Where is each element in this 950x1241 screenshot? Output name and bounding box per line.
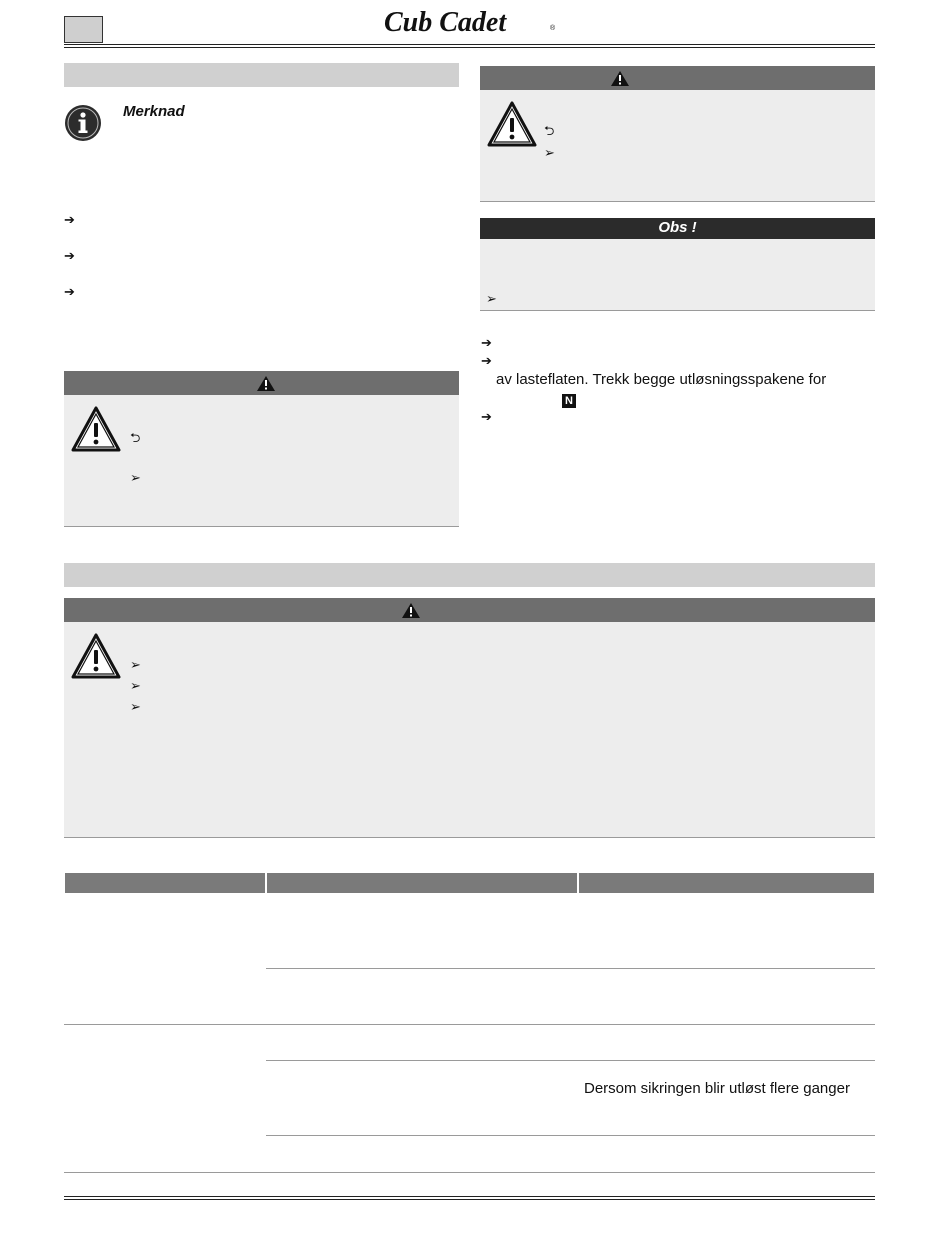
- obs-header: [480, 218, 875, 239]
- troubleshooting-table-header: [64, 873, 875, 893]
- table-row-divider: [266, 968, 875, 969]
- header-rule-bottom: [64, 47, 875, 48]
- warning-small-icon: [610, 70, 630, 87]
- body-text-line: av lasteflaten. Trekk begge utløsningsspakene for: [496, 371, 827, 388]
- circle-arrow-icon: ⮌: [130, 430, 141, 445]
- left-section-heading-bar: [64, 63, 459, 87]
- warning-triangle-icon: [70, 632, 122, 680]
- left-warning-header: [64, 371, 459, 395]
- full-warning-panel: [64, 622, 875, 838]
- arrow-right-icon: ➔: [481, 353, 492, 368]
- section-heading-bar: [64, 563, 875, 587]
- info-icon: [64, 104, 102, 142]
- right-warning-panel: [480, 90, 875, 202]
- arrow-right-icon: ➔: [64, 248, 75, 263]
- header-rule-top: [64, 44, 875, 45]
- table-cell-text: Dersom sikringen blir utløst flere ganger: [584, 1080, 850, 1097]
- obs-panel: [480, 239, 875, 311]
- svg-text:Cub Cadet: Cub Cadet: [384, 7, 507, 38]
- arrow-right-icon: ➔: [64, 284, 75, 299]
- table-header-cell: [579, 873, 874, 893]
- pointer-arrow-icon: ➢: [130, 699, 141, 714]
- svg-text:®: ®: [550, 25, 556, 32]
- pointer-arrow-icon: ➢: [544, 145, 555, 160]
- right-warning-header: [480, 66, 875, 90]
- table-row-divider: [266, 1135, 875, 1136]
- table-row-divider: [64, 1024, 875, 1025]
- arrow-right-icon: ➔: [64, 212, 75, 227]
- pointer-arrow-icon: ➢: [130, 657, 141, 672]
- pointer-arrow-icon: ➢: [130, 470, 141, 485]
- n-badge-label: N: [562, 394, 576, 408]
- left-warning-panel: [64, 395, 459, 527]
- obs-label: Obs !: [658, 219, 697, 236]
- arrow-right-icon: ➔: [481, 409, 492, 424]
- pointer-arrow-icon: ➢: [130, 678, 141, 693]
- note-label: Merknad: [123, 103, 185, 120]
- page-number-box: [64, 16, 103, 43]
- footer-rule-bottom: [64, 1199, 875, 1200]
- warning-small-icon: [256, 375, 276, 392]
- table-row-divider: [266, 1060, 875, 1061]
- neutral-position-badge: [562, 391, 576, 409]
- arrow-right-icon: ➔: [481, 335, 492, 350]
- warning-triangle-icon: [70, 405, 122, 453]
- circle-arrow-icon: ⮌: [544, 123, 555, 138]
- table-header-cell: [65, 873, 265, 893]
- pointer-arrow-icon: ➢: [486, 291, 497, 306]
- cub-cadet-logo: [380, 2, 570, 42]
- warning-triangle-icon: [486, 100, 538, 148]
- footer-rule-top: [64, 1196, 875, 1197]
- table-row-divider: [64, 1172, 875, 1173]
- table-header-cell: [267, 873, 577, 893]
- warning-small-icon: [401, 602, 421, 619]
- full-warning-header: [64, 598, 875, 622]
